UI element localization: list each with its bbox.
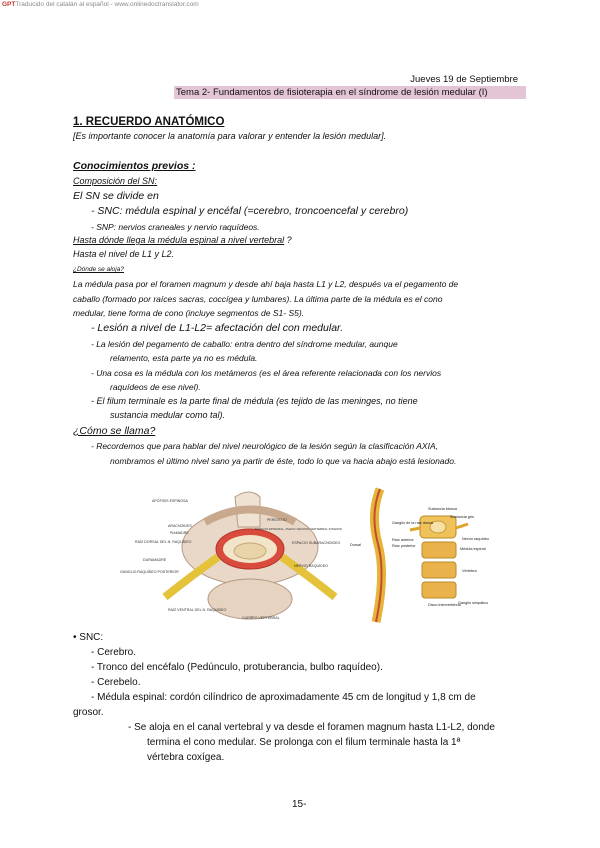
label-nervio-raquideo: NERVIO RAQUÍDEO — [294, 564, 328, 568]
axia-line-a: - Recordemos que para hablar del nivel neurológico de la lesión según la clasificación AXIA, — [91, 441, 438, 451]
question-line — [73, 235, 292, 245]
bullet-lesion-l1-l2: - Lesión a nivel de L1-L2= afectación del con medular. — [91, 322, 344, 334]
answer-line: Hasta el nivel de L1 y L2. — [73, 249, 175, 259]
snc-item-cerebelo: - Cerebelo. — [91, 677, 141, 688]
label-raiz-dorsal: RAÍZ DORSAL DEL N. RAQUÍDEO — [135, 540, 192, 544]
label-cuerpo-vertebral: CUERPO VERTEBRAL — [242, 616, 280, 620]
translator-logo: GPT — [2, 1, 16, 8]
label-sustancia-blanca: Sustancia blanca — [428, 507, 457, 511]
label-ganglio-simpatico: Ganglio simpático — [458, 601, 489, 605]
prev-knowledge-colon: : — [189, 160, 196, 172]
snc-sub-a: - Se aloja en el canal vertebral y va desde el foramen magnum hasta L1-L2, donde — [128, 722, 495, 733]
label-medula: Médula espinal — [460, 547, 486, 551]
snc-item-cerebro: - Cerebro. — [91, 647, 137, 658]
vertebra-cross-section-figure — [110, 487, 350, 625]
bullet-cauda-a: - La lesión del pegamento de caballo: entra dentro del síndrome medular, aunque — [91, 339, 398, 349]
question-mark: ? — [284, 235, 292, 245]
translator-watermark — [2, 1, 199, 8]
label-vertebra: Vértebra — [462, 569, 477, 573]
snc-title: • SNC: — [73, 632, 104, 643]
page-number: 15- — [292, 799, 307, 810]
called-question: ¿Cómo se llama? — [73, 425, 156, 437]
bullet-filum-a: - El filum terminale es la parte final de médula (es tejido de las meninges, no tiene — [91, 396, 418, 406]
snc-item-medula-b: grosor. — [73, 707, 104, 718]
label-raiz-ventral: RAÍZ VENTRAL DEL N. RAQUÍDEO — [168, 608, 227, 612]
label-dorsal: Dorsal — [350, 543, 361, 547]
snc-item-medula-a: - Médula espinal: cordón cilíndrico de aproximadamente 45 cm de longitud y 1,8 cm de — [91, 692, 476, 703]
paragraph-line-1: La médula pasa por el foramen magnum y desde ahí baja hasta L1 y L2, después va el pegamento de — [73, 279, 459, 289]
label-ganglio-raiz: Ganglio de la raíz dorsal — [392, 521, 434, 525]
composition-heading: Composición del SN: — [73, 176, 158, 186]
label-ganglio: GANGLIO RAQUÍDEO POSTERIOR — [120, 570, 179, 574]
bullet-filum-b: sustancia medular como tal). — [110, 410, 226, 420]
label-sustancia-gris: Sustancia gris — [450, 515, 474, 519]
where-question: ¿Dónde se aloja? — [73, 266, 124, 273]
label-apofisis: APÓFISIS ESPINOSA — [152, 499, 188, 503]
watermark-text: Traducido del catalán al español - www.onlinedoctranslator.com — [15, 1, 199, 8]
snc-item-tronco: - Tronco del encéfalo (Pedúnculo, protuberancia, bulbo raquídeo). — [91, 662, 383, 673]
section-title: 1. RECUERDO ANATÓMICO — [73, 116, 225, 128]
label-piamadre: PIAMADRE — [170, 531, 189, 535]
label-subaracnoideo: ESPACIO SUBARACNOIDEO — [292, 541, 341, 545]
bullet-cauda-b: relamento, esta parte ya no es médula. — [110, 353, 258, 363]
label-aracnoides: ARACNOIDES — [168, 524, 192, 528]
label-espacio-epidural: ESPACIO EPIDURAL, PLEXO VENOSO VERTEBRAL INTERNO — [255, 527, 343, 531]
paragraph-line-3: medular, tiene forma de cono (incluye segmentos de S1- S5). — [73, 308, 305, 318]
prev-knowledge-label: Conocimientos previos — [73, 160, 190, 172]
label-raiz-anterior: Raíz anterior — [392, 538, 414, 542]
label-nervio: Nervio raquídeo — [462, 537, 490, 541]
spinal-column-figure — [350, 484, 500, 626]
snc-sub-b: termina el cono medular. Se prolonga con el filum terminale hasta la 1ª — [147, 737, 461, 748]
lecture-date: Jueves 19 de Septiembre — [410, 74, 518, 85]
snc-sub-c: vértebra coxígea. — [147, 752, 225, 763]
sn-divides: El SN se divide en — [73, 190, 159, 202]
intro-note: [Es importante conocer la anatomía para valorar y entender la lesión medular]. — [73, 131, 387, 141]
bullet-metamere-a: - Una cosa es la médula con los metámeros (es el área referente relacionada con los nervios — [91, 368, 442, 378]
question-text: Hasta dónde llega la médula espinal a nivel vertebral — [73, 235, 285, 245]
label-disco: Disco intervertebral — [428, 603, 461, 607]
paragraph-line-2: caballo (formado por raíces sacras, coccígea y lumbares). La última parte de la médula es el cono — [73, 294, 443, 304]
label-duramadre: DURAMADRE — [143, 558, 167, 562]
label-raiz-posterior: Raíz posterior — [392, 544, 416, 548]
snc-line: - SNC: médula espinal y encéfal (=cerebro, troncoencefal y cerebro) — [91, 205, 409, 217]
topic-banner: Tema 2- Fundamentos de fisioterapia en el síndrome de lesión medular (I) — [174, 86, 526, 99]
bullet-metamere-b: raquídeos de ese nivel). — [110, 382, 201, 392]
snp-line: - SNP: nervios craneales y nervio raquídeos. — [91, 222, 260, 232]
axia-line-b: nombramos el último nivel sano ya partir de éste, todo lo que va hacia abajo está lesionado. — [110, 456, 457, 466]
label-periostio: PERIOSTIO — [267, 518, 287, 522]
prev-knowledge-title — [73, 160, 196, 172]
